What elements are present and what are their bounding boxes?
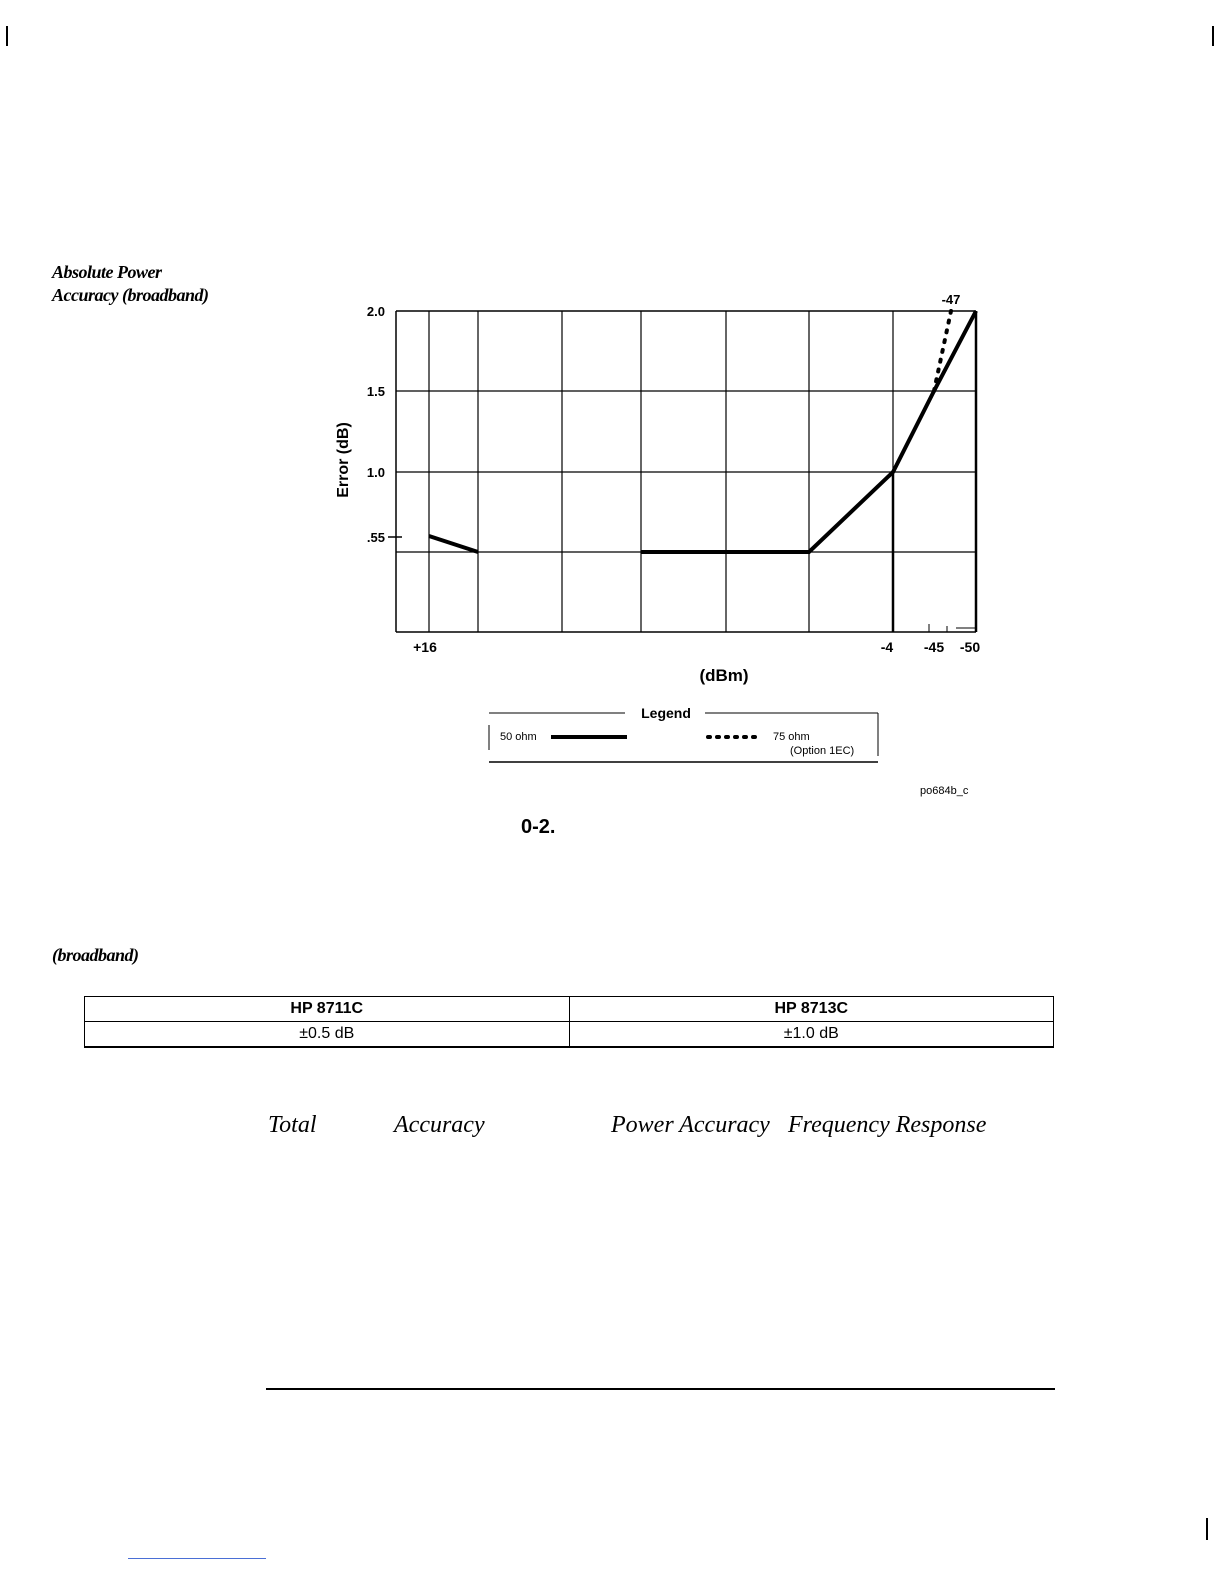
- x-tick-label: -45: [923, 639, 945, 655]
- legend-label-75-ohm: 75 ohm: [773, 731, 810, 743]
- x-tick-label: -4: [880, 639, 894, 655]
- value-hp8711c: ±0.5 dB: [85, 1022, 570, 1048]
- word-frequency-response: Frequency Response: [788, 1112, 987, 1138]
- y-tick-label: 1.0: [366, 465, 385, 480]
- table-header-row: [85, 997, 1054, 1022]
- legend-title: Legend: [641, 705, 691, 721]
- y-tick-label: .55: [366, 530, 385, 545]
- x-tick-label: -50: [959, 639, 981, 655]
- side-heading-broadband: (broadband): [52, 945, 139, 965]
- header-hp8711c: HP 8711C: [85, 997, 570, 1022]
- side-heading-line-1: Absolute Power: [52, 262, 162, 282]
- bottom-rule: [266, 1388, 1055, 1390]
- value-hp8713c: ±1.0 dB: [569, 1022, 1054, 1048]
- right-bottom-mark: [1206, 1518, 1208, 1540]
- figure-id: po684b_c: [920, 785, 969, 797]
- figure-number: 0-2.: [521, 816, 556, 838]
- word-total: Total: [268, 1112, 317, 1138]
- top-annotation: -47: [941, 292, 961, 307]
- spec-table: [84, 996, 1054, 1048]
- header-hp8713c: HP 8713C: [569, 997, 1054, 1022]
- chart-grid: [396, 311, 976, 632]
- word-power-accuracy: Power Accuracy: [611, 1112, 770, 1138]
- side-heading-line-2: Accuracy (broadband): [52, 285, 209, 305]
- bottom-link-rule: [128, 1558, 266, 1559]
- chart-legend: [489, 705, 878, 762]
- series-50-ohm-segment: [429, 536, 478, 552]
- legend-label-50-ohm: 50 ohm: [500, 731, 537, 743]
- table-row: [85, 1022, 1054, 1048]
- chart-labels: [335, 292, 980, 685]
- y-tick-label: 1.5: [366, 384, 385, 399]
- word-accuracy: Accuracy: [394, 1112, 485, 1138]
- x-axis-label: (dBm): [699, 666, 749, 685]
- x-tick-label: +16: [413, 639, 437, 655]
- y-axis-label: Error (dB): [335, 422, 352, 498]
- legend-sublabel-option-1ec: (Option 1EC): [790, 745, 855, 757]
- y-tick-label: 2.0: [366, 304, 385, 319]
